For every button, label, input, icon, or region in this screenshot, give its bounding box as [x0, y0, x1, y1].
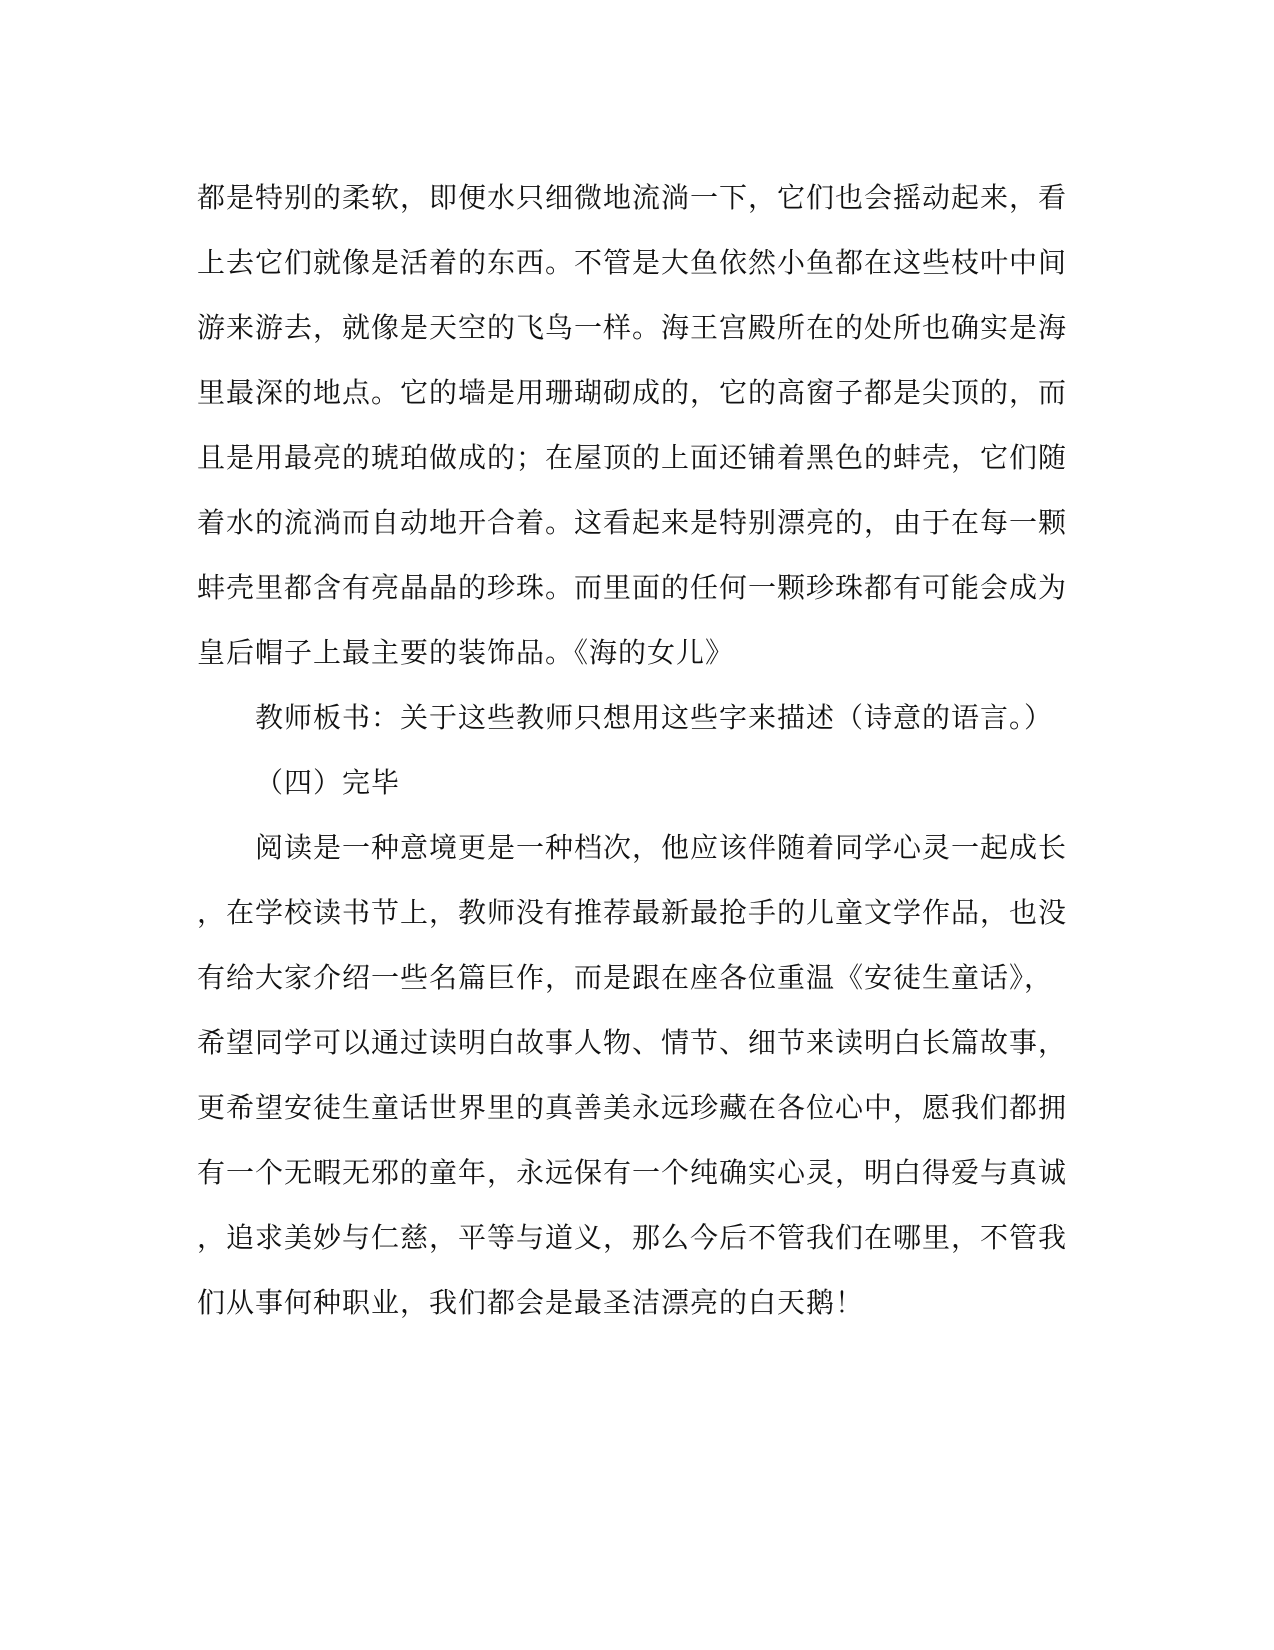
text-line: 有给大家介绍一些名篇巨作，而是跟在座各位重温《安徒生童话》， [197, 961, 1054, 994]
text-line: 上去它们就像是活着的东西。不管是大鱼依然小鱼都在这些枝叶中间 [197, 246, 1068, 279]
document-body [197, 165, 1077, 1335]
text-line: 且是用最亮的琥珀做成的；在屋顶的上面还铺着黑色的蚌壳，它们随 [197, 441, 1068, 474]
text-line: 们从事何种职业，我们都会是最圣洁漂亮的白天鹅！ [197, 1286, 865, 1319]
section-heading: （四）完毕 [255, 766, 401, 799]
text-line: 更希望安徒生童话世界里的真善美永远珍藏在各位心中，愿我们都拥 [197, 1091, 1068, 1124]
text-line: 着水的流淌而自动地开合着。这看起来是特别漂亮的，由于在每一颗 [197, 506, 1068, 539]
text-line: 阅读是一种意境更是一种档次，他应该伴随着同学心灵一起成长 [255, 831, 1068, 864]
blackboard-note: 教师板书：关于这些教师只想用这些字来描述（诗意的语言。） [255, 701, 1054, 734]
text-line: 蚌壳里都含有亮晶晶的珍珠。而里面的任何一颗珍珠都有可能会成为 [197, 571, 1068, 604]
text-line: 皇后帽子上最主要的装饰品。《海的女儿》 [197, 636, 735, 669]
text-line: 游来游去，就像是天空的飞鸟一样。海王宫殿所在的处所也确实是海 [197, 311, 1068, 344]
text-line: 里最深的地点。它的墙是用珊瑚砌成的，它的高窗子都是尖顶的，而 [197, 376, 1068, 409]
text-line: 希望同学可以通过读明白故事人物、情节、细节来读明白长篇故事， [197, 1026, 1068, 1059]
text-line: 都是特别的柔软，即便水只细微地流淌一下，它们也会摇动起来，看 [197, 181, 1068, 214]
text-line: 有一个无暇无邪的童年，永远保有一个纯确实心灵，明白得爱与真诚 [197, 1156, 1068, 1189]
text-line: ，追求美妙与仁慈，平等与道义，那么今后不管我们在哪里，不管我 [197, 1221, 1068, 1254]
text-line: ，在学校读书节上，教师没有推荐最新最抢手的儿童文学作品，也没 [197, 896, 1068, 929]
